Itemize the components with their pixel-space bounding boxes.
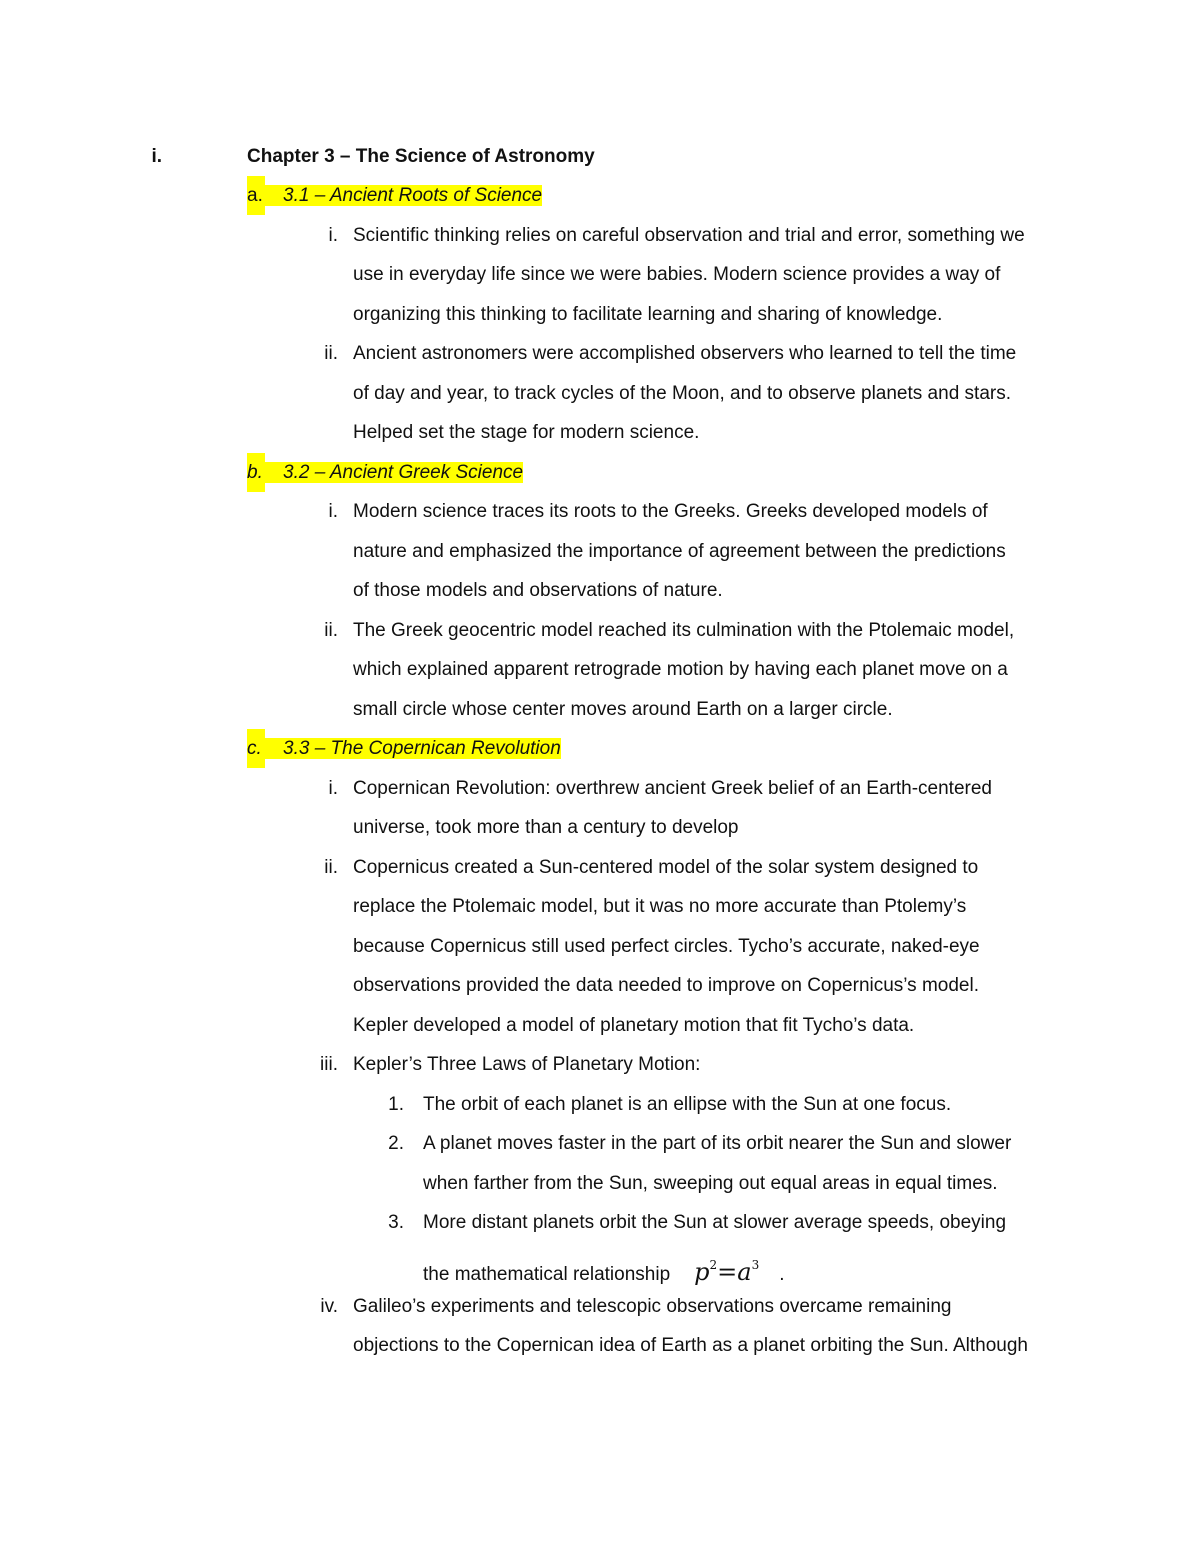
item-marker: i. <box>328 501 338 522</box>
item-text: observations provided the data needed to improve on Copernicus’s model. <box>353 975 979 996</box>
law-text: when farther from the Sun, sweeping out equal areas in equal times. <box>423 1173 998 1194</box>
item-text: The Greek geocentric model reached its culmination with the Ptolemaic model, <box>353 620 1015 641</box>
item-text: Ancient astronomers were accomplished observers who learned to tell the time <box>353 343 1017 364</box>
section-title-text: 3.2 – Ancient Greek Science <box>265 462 523 483</box>
section-marker: a. <box>247 176 265 215</box>
item-text: Copernicus created a Sun-centered model of the solar system designed to <box>353 857 979 878</box>
item-text: nature and emphasized the importance of agreement between the predictions <box>353 541 1006 562</box>
section-marker: b. <box>247 453 265 492</box>
law-marker: 2. <box>388 1133 404 1154</box>
law-marker: 1. <box>388 1094 404 1115</box>
formula-period: . <box>779 1264 785 1285</box>
chapter-title: Chapter 3 – The Science of Astronomy <box>247 146 595 167</box>
item-marker: ii. <box>324 343 338 364</box>
item-marker: iii. <box>320 1054 338 1075</box>
section-title <box>265 176 542 215</box>
item-text: Helped set the stage for modern science. <box>353 422 700 443</box>
formula-base-a: a <box>737 1258 752 1286</box>
section-title <box>265 453 523 492</box>
item-text: use in everyday life since we were babies. Modern science provides a way of <box>353 264 1001 285</box>
law-text-prefix: the mathematical relationship <box>423 1264 671 1285</box>
item-text: Scientific thinking relies on careful observation and trial and error, something we <box>353 225 1025 246</box>
item-marker: iv. <box>320 1296 338 1317</box>
item-text: Copernican Revolution: overthrew ancient Greek belief of an Earth-centered <box>353 778 992 799</box>
law-text: More distant planets orbit the Sun at slower average speeds, obeying <box>423 1212 1007 1233</box>
item-text: objections to the Copernican idea of Earth as a planet orbiting the Sun. Although <box>353 1335 1028 1356</box>
section-title-text: 3.3 – The Copernican Revolution <box>265 738 561 759</box>
item-text: Modern science traces its roots to the Greeks. Greeks developed models of <box>353 501 988 522</box>
item-text: organizing this thinking to facilitate learning and sharing of knowledge. <box>353 304 943 325</box>
section-title-text: 3.1 – Ancient Roots of Science <box>265 185 542 206</box>
formula-equals: = <box>717 1258 738 1286</box>
kepler-formula <box>694 1258 759 1286</box>
item-text: small circle whose center moves around Earth on a larger circle. <box>353 699 893 720</box>
section-title <box>265 729 561 768</box>
item-text: universe, took more than a century to develop <box>353 817 739 838</box>
formula-exp-3: 3 <box>751 1258 760 1272</box>
item-marker: ii. <box>324 620 338 641</box>
chapter-marker: i. <box>151 146 162 167</box>
item-marker: i. <box>328 225 338 246</box>
law-marker: 3. <box>388 1212 404 1233</box>
section-marker: c. <box>247 729 265 768</box>
law-text: The orbit of each planet is an ellipse with the Sun at one focus. <box>423 1094 952 1115</box>
item-text: Kepler’s Three Laws of Planetary Motion: <box>353 1054 701 1075</box>
item-text: Galileo’s experiments and telescopic observations overcame remaining <box>353 1296 952 1317</box>
item-text: Kepler developed a model of planetary motion that fit Tycho’s data. <box>353 1015 915 1036</box>
item-marker: ii. <box>324 857 338 878</box>
formula-base-p: p <box>694 1258 710 1286</box>
item-text: replace the Ptolemaic model, but it was no more accurate than Ptolemy’s <box>353 896 967 917</box>
item-marker: i. <box>328 778 338 799</box>
item-text: of those models and observations of nature. <box>353 580 723 601</box>
law-text: A planet moves faster in the part of its orbit nearer the Sun and slower <box>423 1133 1012 1154</box>
item-text: which explained apparent retrograde motion by having each planet move on a <box>353 659 1008 680</box>
item-text: because Copernicus still used perfect circles. Tycho’s accurate, naked-eye <box>353 936 980 957</box>
item-text: of day and year, to track cycles of the Moon, and to observe planets and stars. <box>353 383 1011 404</box>
formula-exp-2: 2 <box>709 1258 718 1272</box>
